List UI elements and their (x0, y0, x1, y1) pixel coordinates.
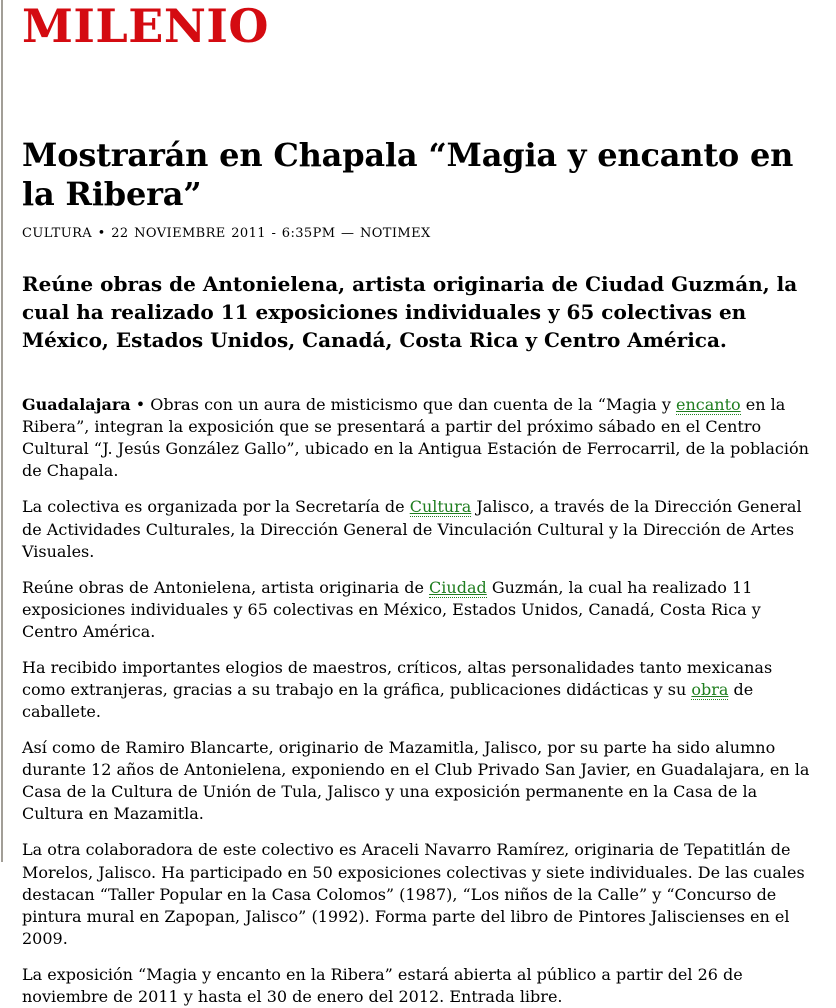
article-paragraph (22, 737, 816, 825)
category-label: CULTURA (22, 226, 93, 242)
paragraph-text: La otra colaboradora de este colectivo es Araceli Navarro Ramírez, originaria de Tepatitlán de Morelos, Jalisco. Ha participado en 50 exposiciones colectivas y siete individuales. De las cuales destacan “Taller Popular en la Casa Colomos” (1987), “Los niños de la Calle” y “Concurso de pintura mural en Zapopan, Jalisco” (1992). Forma parte del libro de Pintores Jaliscienses en el 2009. (22, 840, 805, 948)
article-page (22, 0, 816, 1008)
paragraph-text: Reúne obras de Antonielena, artista originaria de (22, 577, 430, 597)
article-timestamp: 22 NOVIEMBRE 2011 - 6:35PM (111, 226, 336, 242)
article-body (22, 394, 816, 1008)
paragraph-text: La exposición “Magia y encanto en la Ribera” estará abierta al público a partir del 26 de noviembre de 2011 y hasta el 30 de enero del 2012. Entrada libre. (22, 964, 743, 1006)
inline-text-link[interactable]: Cultura (409, 497, 472, 517)
paragraph-text: Jalisco, a través de la Dirección General de Actividades Culturales, la Dirección General de Vinculación Cultural y la Dirección de Artes Visuales. (22, 497, 802, 561)
meta-bullet: • (97, 226, 106, 242)
article-paragraph (22, 964, 816, 1008)
article-title: Mostrarán en Chapala “Magia y encanto en la Ribera” (22, 136, 794, 214)
left-page-rule (1, 0, 3, 862)
paragraph-text: • Obras con un aura de misticismo que dan cuenta de la “Magia y (130, 395, 677, 415)
article-paragraph (22, 394, 816, 482)
paragraph-text: de caballete. (22, 680, 754, 722)
inline-text-link[interactable]: encanto (676, 395, 741, 415)
news-agency-label: NOTIMEX (359, 226, 431, 242)
paragraph-text: Guzmán, la cual ha realizado 11 exposiciones individuales y 65 colectivas en México, Estados Unidos, Canadá, Costa Rica y Centro América. (22, 577, 761, 641)
article-meta (22, 226, 816, 241)
article-paragraph (22, 496, 816, 562)
article-paragraph (22, 657, 816, 723)
paragraph-text: Así como de Ramiro Blancarte, originario de Mazamitla, Jalisco, por su parte ha sido alumno durante 12 años de Antonielena, exponiendo en el Club Privado San Javier, en Guadalajara, en la Casa de la Cultura de Unión de Tula, Jalisco y una exposición permanente en la Casa de la Cultura en Mazamitla. (22, 738, 810, 824)
milenio-logo[interactable]: MILENIO (22, 0, 269, 53)
article-lead: Reúne obras de Antonielena, artista originaria de Ciudad Guzmán, la cual ha realizado 11 exposiciones individuales y 65 colectivas en México, Estados Unidos, Canadá, Costa Rica y Centro América. (22, 272, 798, 352)
inline-text-link[interactable]: Ciudad (429, 577, 487, 597)
inline-text-link[interactable]: obra (691, 680, 729, 699)
article-paragraph (22, 577, 816, 643)
paragraph-text: en la Ribera”, integran la exposición que se presentará a partir del próximo sábado en el Centro Cultural “J. Jesús González Gallo”, ubicado en la Antigua Estación de Ferrocarril, de la población de Chapala. (22, 395, 809, 481)
dateline: Guadalajara (22, 395, 131, 415)
article-paragraph (22, 839, 816, 949)
meta-dash: — (340, 226, 355, 242)
paragraph-text: Ha recibido importantes elogios de maestros, críticos, altas personalidades tanto mexicanas como extranjeras, gracias a su trabajo en la gráfica, publicaciones didácticas y su (22, 657, 773, 699)
paragraph-text: La colectiva es organizada por la Secretaría de (22, 497, 410, 517)
